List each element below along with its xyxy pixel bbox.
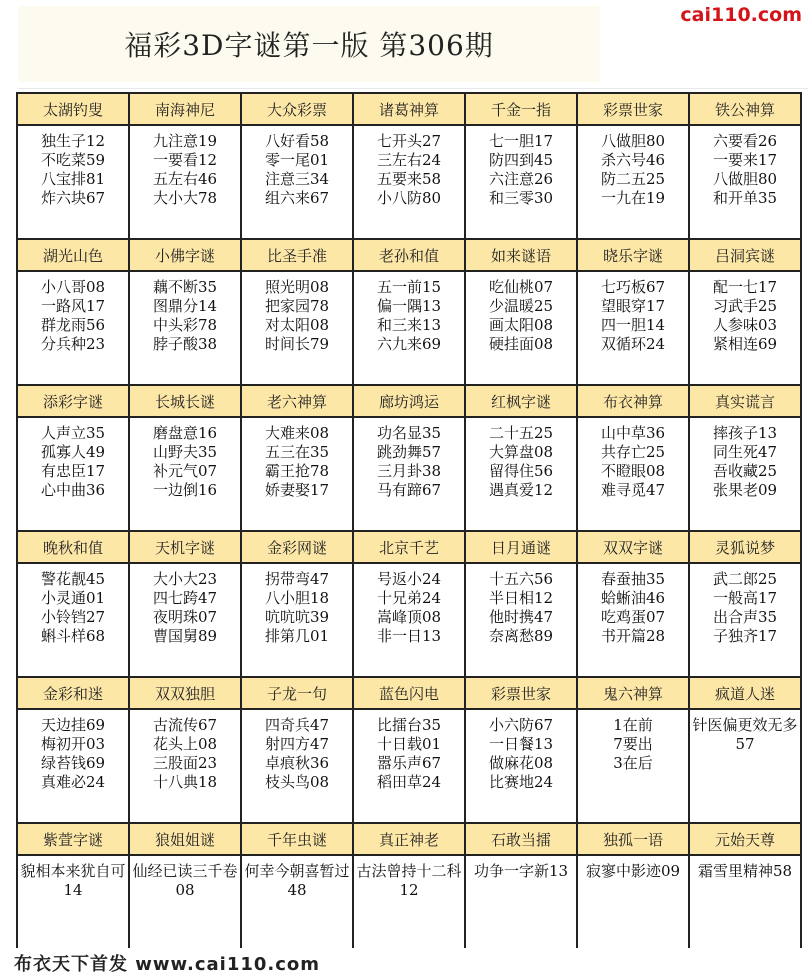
column-header: 长城长谜 (130, 386, 242, 418)
riddle-line: 跳劲舞57 (376, 443, 442, 461)
riddle-line: 小八防80 (376, 189, 442, 207)
riddle-line: 一般高17 (712, 589, 778, 607)
riddle-cell (18, 418, 130, 532)
riddle-line: 出合声35 (712, 608, 778, 626)
riddle-cell (354, 126, 466, 240)
riddle-line: 仙经已读三千卷08 (132, 862, 238, 899)
riddle-line: 小灵通01 (40, 589, 106, 607)
riddle-cell (242, 126, 354, 240)
column-header: 铁公神算 (690, 94, 802, 126)
riddle-line: 半日相12 (488, 589, 554, 607)
riddle-line: 三月卦38 (376, 462, 442, 480)
riddle-line: 留得住56 (488, 462, 554, 480)
riddle-cell (578, 126, 690, 240)
riddle-line: 非一日13 (376, 627, 442, 645)
riddle-cell (466, 272, 578, 386)
riddle-line: 花头上08 (152, 735, 218, 753)
riddle-line: 嵩峰顶08 (376, 608, 442, 626)
riddle-cell (690, 710, 802, 824)
riddle-cell (242, 710, 354, 824)
riddle-line: 四奇兵47 (264, 716, 330, 734)
column-header: 诸葛神算 (354, 94, 466, 126)
riddle-line: 组六来67 (264, 189, 330, 207)
column-header: 蓝色闪电 (354, 678, 466, 710)
riddle-line: 霜雪里精神58 (697, 862, 793, 880)
riddle-line: 杀六号46 (600, 151, 666, 169)
column-header: 灵狐说梦 (690, 532, 802, 564)
riddle-line: 三股面23 (152, 754, 218, 772)
column-header: 金彩和迷 (18, 678, 130, 710)
riddle-cell (18, 856, 130, 950)
riddle-line: 春蚕抽35 (600, 570, 666, 588)
riddle-line: 偏一隅13 (376, 297, 442, 315)
riddle-line: 共存亡25 (600, 443, 666, 461)
riddle-line: 针医偏更效无多57 (692, 716, 798, 753)
riddle-cell (18, 272, 130, 386)
riddle-line: 对太阳08 (264, 316, 330, 334)
riddle-line: 七巧板67 (600, 278, 666, 296)
riddle-cell (242, 856, 354, 950)
riddle-line: 霸王抢78 (264, 462, 330, 480)
riddle-line: 分兵种23 (40, 335, 106, 353)
riddle-cell (690, 272, 802, 386)
riddle-line: 小八哥08 (40, 278, 106, 296)
column-header: 廊坊鸿运 (354, 386, 466, 418)
column-header: 小佛字谜 (130, 240, 242, 272)
riddle-line: 功争一字新13 (473, 862, 569, 880)
riddle-line: 炸六块67 (40, 189, 106, 207)
riddle-line: 不瞪眼08 (600, 462, 666, 480)
riddle-line: 八宝排81 (40, 170, 106, 188)
riddle-cell (242, 272, 354, 386)
column-header: 子龙一句 (242, 678, 354, 710)
riddle-line: 九注意19 (152, 132, 218, 150)
riddle-line: 图鼎分14 (152, 297, 218, 315)
riddle-line: 貌相本来犹自可14 (20, 862, 126, 899)
riddle-line: 硬挂面08 (488, 335, 554, 353)
divider (18, 88, 808, 89)
riddle-line: 天边挂69 (40, 716, 106, 734)
riddle-grid (16, 92, 802, 948)
riddle-line: 卓痕秋36 (264, 754, 330, 772)
riddle-line: 小铃铛27 (40, 608, 106, 626)
riddle-line: 书开篇28 (600, 627, 666, 645)
column-header: 日月通谜 (466, 532, 578, 564)
column-header: 湖光山色 (18, 240, 130, 272)
riddle-line: 和三零30 (488, 189, 554, 207)
riddle-line: 大算盘08 (488, 443, 554, 461)
riddle-line: 摔孩子13 (712, 424, 778, 442)
riddle-line: 磨盘意16 (152, 424, 218, 442)
riddle-line: 遇真爱12 (488, 481, 554, 499)
riddle-line: 拐带弯47 (264, 570, 330, 588)
riddle-line: 和开单35 (712, 189, 778, 207)
riddle-line: 防二五25 (600, 170, 666, 188)
column-header: 布衣神算 (578, 386, 690, 418)
riddle-line: 五一前15 (376, 278, 442, 296)
riddle-line: 蛤蜥油46 (600, 589, 666, 607)
riddle-line: 难寻觅47 (600, 481, 666, 499)
riddle-line: 时间长79 (264, 335, 330, 353)
riddle-line: 比擂台35 (376, 716, 442, 734)
riddle-cell (130, 710, 242, 824)
riddle-cell (466, 564, 578, 678)
riddle-cell (466, 418, 578, 532)
riddle-line: 大难来08 (264, 424, 330, 442)
riddle-line: 马有蹄67 (376, 481, 442, 499)
page-title: 福彩3D字谜第一版 第306期 (18, 6, 600, 82)
riddle-cell (18, 126, 130, 240)
riddle-line: 十八典18 (152, 773, 218, 791)
riddle-cell (690, 856, 802, 950)
riddle-line: 群龙雨56 (40, 316, 106, 334)
riddle-line: 吭吭吭39 (264, 608, 330, 626)
column-header: 比圣手准 (242, 240, 354, 272)
riddle-cell (354, 564, 466, 678)
column-header: 彩票世家 (578, 94, 690, 126)
column-header: 红枫字谜 (466, 386, 578, 418)
riddle-line: 脖子酸38 (152, 335, 218, 353)
riddle-line: 一要看12 (152, 151, 218, 169)
riddle-line: 七一胆17 (488, 132, 554, 150)
riddle-line: 功名显35 (376, 424, 442, 442)
riddle-line: 藕不断35 (152, 278, 218, 296)
riddle-line: 山中草36 (600, 424, 666, 442)
riddle-cell (130, 564, 242, 678)
riddle-cell (578, 272, 690, 386)
riddle-cell (690, 418, 802, 532)
riddle-line: 小六防67 (488, 716, 554, 734)
riddle-line: 绿苔钱69 (40, 754, 106, 772)
riddle-line: 十五六56 (488, 570, 554, 588)
column-header: 天机字谜 (130, 532, 242, 564)
riddle-line: 子独齐17 (712, 627, 778, 645)
riddle-cell (354, 710, 466, 824)
riddle-line: 比赛地24 (488, 773, 554, 791)
riddle-line: 八做胆80 (712, 170, 778, 188)
riddle-line: 照光明08 (264, 278, 330, 296)
riddle-line: 人声立35 (40, 424, 106, 442)
riddle-cell (354, 418, 466, 532)
riddle-line: 排第几01 (264, 627, 330, 645)
riddle-line: 五三在35 (264, 443, 330, 461)
column-header: 狼姐姐谜 (130, 824, 242, 856)
riddle-line: 一要来17 (712, 151, 778, 169)
riddle-line: 六要看26 (712, 132, 778, 150)
riddle-cell (466, 710, 578, 824)
riddle-cell (242, 564, 354, 678)
riddle-cell (18, 710, 130, 824)
riddle-line: 六九来69 (376, 335, 442, 353)
column-header: 晚秋和值 (18, 532, 130, 564)
riddle-cell (130, 418, 242, 532)
riddle-line: 1在前 (613, 716, 653, 734)
riddle-line: 同生死47 (712, 443, 778, 461)
riddle-cell (130, 272, 242, 386)
riddle-cell (354, 272, 466, 386)
riddle-line: 古法曾持十二科12 (356, 862, 462, 899)
riddle-line: 防四到45 (488, 151, 554, 169)
riddle-line: 号返小24 (376, 570, 442, 588)
column-header: 大众彩票 (242, 94, 354, 126)
riddle-line: 一日餐13 (488, 735, 554, 753)
riddle-line: 古流传67 (152, 716, 218, 734)
riddle-line: 十日载01 (376, 735, 442, 753)
riddle-line: 一路风17 (40, 297, 106, 315)
riddle-line: 不吃菜59 (40, 151, 106, 169)
riddle-line: 蝌斗样68 (40, 627, 106, 645)
riddle-line: 吃鸡蛋07 (600, 608, 666, 626)
riddle-cell (242, 418, 354, 532)
riddle-line: 六注意26 (488, 170, 554, 188)
riddle-line: 二十五25 (488, 424, 554, 442)
column-header: 彩票世家 (466, 678, 578, 710)
column-header: 疯道人迷 (690, 678, 802, 710)
riddle-line: 四一胆14 (600, 316, 666, 334)
column-header: 双双独胆 (130, 678, 242, 710)
riddle-line: 八小胆18 (264, 589, 330, 607)
riddle-line: 嚣乐声67 (376, 754, 442, 772)
riddle-line: 夜明珠07 (152, 608, 218, 626)
column-header: 双双字谜 (578, 532, 690, 564)
column-header: 石敢当擂 (466, 824, 578, 856)
riddle-line: 一边倒16 (152, 481, 218, 499)
riddle-line: 习武手25 (712, 297, 778, 315)
riddle-line: 注意三34 (264, 170, 330, 188)
riddle-line: 心中曲36 (40, 481, 106, 499)
column-header: 吕洞宾谜 (690, 240, 802, 272)
riddle-line: 吾收藏25 (712, 462, 778, 480)
footer-text: 布衣天下首发 www.cai110.com (14, 954, 321, 975)
column-header: 如来谜语 (466, 240, 578, 272)
riddle-line: 独生子12 (40, 132, 106, 150)
riddle-line: 真难必24 (40, 773, 106, 791)
riddle-line: 奈离愁89 (488, 627, 554, 645)
riddle-line: 把家园78 (264, 297, 330, 315)
riddle-line: 零一尾01 (264, 151, 330, 169)
riddle-line: 3在后 (613, 754, 653, 772)
riddle-line: 八做胆80 (600, 132, 666, 150)
riddle-line: 配一七17 (712, 278, 778, 296)
riddle-line: 和三来13 (376, 316, 442, 334)
riddle-line: 望眼穿17 (600, 297, 666, 315)
column-header: 真实谎言 (690, 386, 802, 418)
riddle-line: 补元气07 (152, 462, 218, 480)
riddle-cell (578, 564, 690, 678)
riddle-line: 射四方47 (264, 735, 330, 753)
riddle-line: 双循环24 (600, 335, 666, 353)
riddle-line: 中头彩78 (152, 316, 218, 334)
riddle-line: 曹国舅89 (152, 627, 218, 645)
column-header: 真正神老 (354, 824, 466, 856)
column-header: 鬼六神算 (578, 678, 690, 710)
riddle-cell (466, 126, 578, 240)
riddle-cell (466, 856, 578, 950)
column-header: 南海神尼 (130, 94, 242, 126)
riddle-line: 梅初开03 (40, 735, 106, 753)
riddle-line: 五左右46 (152, 170, 218, 188)
column-header: 元始天尊 (690, 824, 802, 856)
riddle-cell (578, 710, 690, 824)
riddle-cell (354, 856, 466, 950)
riddle-line: 张果老09 (712, 481, 778, 499)
riddle-line: 稻田草24 (376, 773, 442, 791)
riddle-line: 一九在19 (600, 189, 666, 207)
riddle-line: 7要出 (613, 735, 653, 753)
column-header: 千金一指 (466, 94, 578, 126)
column-header: 千年虫谜 (242, 824, 354, 856)
footer (0, 948, 810, 974)
column-header: 添彩字谜 (18, 386, 130, 418)
riddle-line: 大小大23 (152, 570, 218, 588)
riddle-line: 他时携47 (488, 608, 554, 626)
riddle-line: 有忠臣17 (40, 462, 106, 480)
site-logo: cai110.com (680, 4, 802, 26)
riddle-line: 孤寡人49 (40, 443, 106, 461)
riddle-cell (130, 856, 242, 950)
column-header: 紫萱字谜 (18, 824, 130, 856)
riddle-line: 紧相连69 (712, 335, 778, 353)
riddle-line: 枝头鸟08 (264, 773, 330, 791)
column-header: 老六神算 (242, 386, 354, 418)
header (0, 0, 810, 90)
riddle-cell (578, 418, 690, 532)
riddle-line: 五要来58 (376, 170, 442, 188)
riddle-line: 少温暖25 (488, 297, 554, 315)
riddle-cell (578, 856, 690, 950)
riddle-line: 人参味03 (712, 316, 778, 334)
riddle-line: 寂寥中影迹09 (585, 862, 681, 880)
riddle-cell (690, 126, 802, 240)
column-header: 独孤一语 (578, 824, 690, 856)
riddle-line: 吃仙桃07 (488, 278, 554, 296)
column-header: 太湖钓叟 (18, 94, 130, 126)
riddle-line: 四七跨47 (152, 589, 218, 607)
riddle-line: 大小大78 (152, 189, 218, 207)
riddle-line: 画太阳08 (488, 316, 554, 334)
riddle-cell (690, 564, 802, 678)
riddle-line: 八好看58 (264, 132, 330, 150)
column-header: 北京千艺 (354, 532, 466, 564)
riddle-line: 十兄弟24 (376, 589, 442, 607)
riddle-line: 三左右24 (376, 151, 442, 169)
riddle-line: 娇妻娶17 (264, 481, 330, 499)
riddle-line: 七开头27 (376, 132, 442, 150)
riddle-line: 武二郎25 (712, 570, 778, 588)
column-header: 老孙和值 (354, 240, 466, 272)
riddle-line: 做麻花08 (488, 754, 554, 772)
riddle-line: 何幸今朝喜暂过48 (244, 862, 350, 899)
riddle-line: 山野夫35 (152, 443, 218, 461)
column-header: 晓乐字谜 (578, 240, 690, 272)
column-header: 金彩网谜 (242, 532, 354, 564)
riddle-line: 警花靓45 (40, 570, 106, 588)
riddle-cell (18, 564, 130, 678)
riddle-cell (130, 126, 242, 240)
